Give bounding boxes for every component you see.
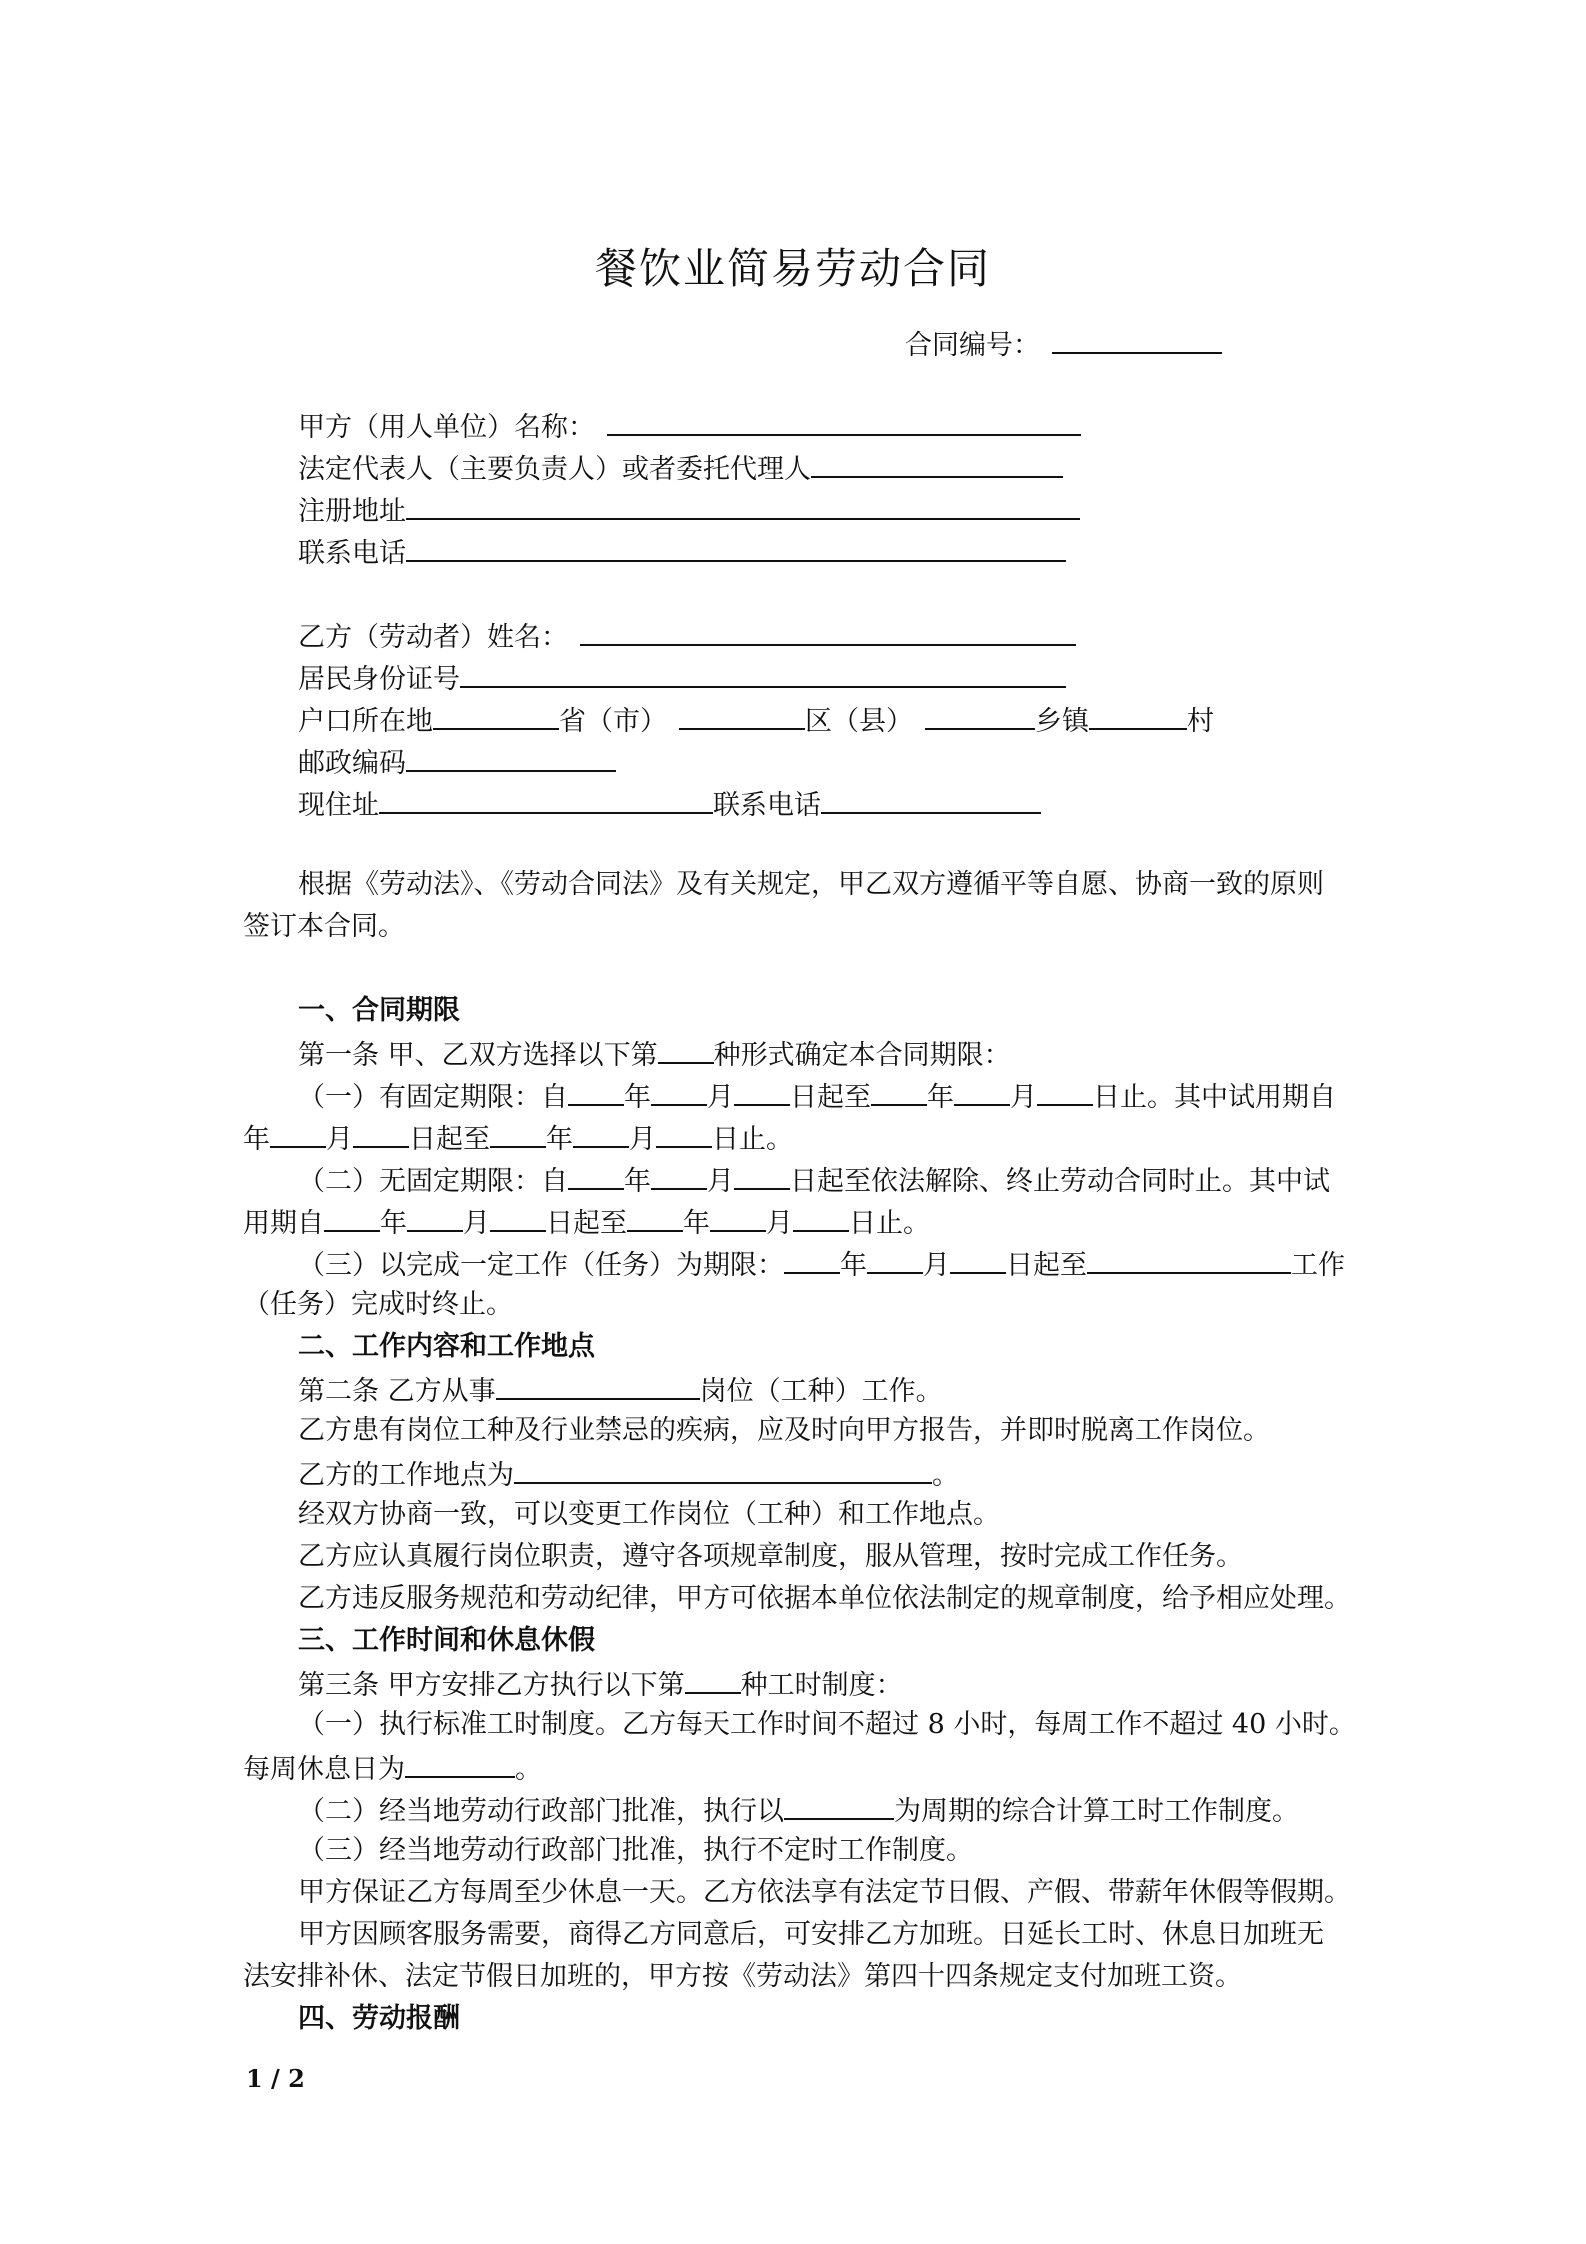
task-field[interactable] [1087, 1242, 1291, 1274]
year-label: 年 [546, 1124, 573, 1155]
hukou-town-label: 乡镇 [1035, 706, 1089, 737]
from-label: 日起至 [409, 1124, 490, 1155]
party-b-postcode-field[interactable] [406, 740, 616, 772]
party-a-rep-field[interactable] [811, 446, 1063, 478]
period-mark: 。 [515, 1754, 542, 1785]
party-b-id-label: 居民身份证号 [298, 664, 460, 695]
date-field[interactable] [871, 1074, 927, 1106]
date-field[interactable] [573, 1116, 629, 1148]
option-3-line-b: （任务）完成时终止。 [243, 1289, 513, 1320]
section-2-line-2: 乙方患有岗位工种及行业禁忌的疾病，应及时向甲方报告，并即时脱离工作岗位。 [298, 1415, 1270, 1446]
article-3-text: 第三条 甲方安排乙方执行以下第 [298, 1670, 685, 1701]
article-3-text-end: 种工时制度： [740, 1670, 903, 1701]
option-2-line-b [243, 1200, 930, 1245]
hours-option-2-text: （二）经当地劳动行政部门批准，执行以 [298, 1796, 784, 1827]
article-1-text-end: 种形式确定本合同期限： [713, 1040, 1011, 1071]
year-label: 年 [624, 1082, 651, 1113]
document-title: 餐饮业简易劳动合同 [594, 244, 991, 293]
party-b-postcode-line [298, 740, 616, 785]
month-label: 月 [326, 1124, 353, 1155]
intro-line-2: 签订本合同。 [243, 911, 405, 942]
date-field[interactable] [950, 1242, 1006, 1274]
article-2-text: 第二条 乙方从事 [298, 1376, 496, 1407]
page-number: 1 / 2 [246, 2064, 305, 2093]
party-a-name-label: 甲方（用人单位）名称： [298, 412, 595, 443]
date-field[interactable] [784, 1242, 840, 1274]
option-1-line-a [298, 1074, 1336, 1119]
date-field[interactable] [734, 1074, 790, 1106]
date-field[interactable] [490, 1200, 546, 1232]
party-b-address-line [298, 782, 1041, 827]
party-b-address-label: 现住址 [298, 790, 379, 821]
hukou-town-field[interactable] [925, 698, 1035, 730]
party-a-name-line [298, 404, 1081, 449]
work-location-field[interactable] [514, 1452, 932, 1484]
work-location-label: 乙方的工作地点为 [298, 1460, 514, 1491]
hours-option-2-text-end: 为周期的综合计算工时工作制度。 [894, 1796, 1299, 1827]
year-label: 年 [927, 1082, 954, 1113]
month-label: 月 [629, 1124, 656, 1155]
party-a-phone-line [298, 530, 1066, 575]
date-field[interactable] [867, 1242, 923, 1274]
section-2-line-5: 乙方应认真履行岗位职责，遵守各项规章制度，服从管理，按时完成工作任务。 [298, 1541, 1243, 1572]
term-type-field[interactable] [658, 1032, 714, 1064]
party-b-id-field[interactable] [460, 656, 1066, 688]
hours-option-1-line-a: （一）执行标准工时制度。乙方每天工作时间不超过 8 小时，每周工作不超过 40 小时。 [298, 1709, 1356, 1740]
section-4-heading: 四、劳动报酬 [298, 2003, 460, 2034]
from-label: 日起至 [546, 1208, 627, 1239]
article-2-line [298, 1368, 943, 1413]
option-3-text: （三）以完成一定工作（任务）为期限： [298, 1250, 784, 1281]
option-2-text-end: 日起至依法解除、终止劳动合同时止。其中试 [790, 1166, 1330, 1197]
option-2-text: （二）无固定期限：自 [298, 1166, 568, 1197]
date-field[interactable] [407, 1200, 463, 1232]
hours-option-1-line-b [243, 1746, 542, 1791]
hukou-village-field[interactable] [1089, 698, 1187, 730]
date-field[interactable] [651, 1074, 707, 1106]
date-field[interactable] [490, 1116, 546, 1148]
year-label: 年 [243, 1124, 270, 1155]
party-b-id-line [298, 656, 1066, 701]
option-3-line-a [298, 1242, 1345, 1287]
year-label: 年 [624, 1166, 651, 1197]
job-position-field[interactable] [496, 1368, 700, 1400]
party-a-address-line [298, 488, 1080, 533]
date-field[interactable] [568, 1074, 624, 1106]
option-1-text-end: 日止。其中试用期自 [1093, 1082, 1336, 1113]
option-1-line-b [243, 1116, 793, 1161]
date-field[interactable] [568, 1158, 624, 1190]
date-field[interactable] [954, 1074, 1010, 1106]
party-a-rep-label: 法定代表人（主要负责人）或者委托代理人 [298, 454, 811, 485]
month-label: 月 [1010, 1082, 1037, 1113]
hukou-village-label: 村 [1187, 706, 1214, 737]
weekly-rest-label: 每周休息日为 [243, 1754, 405, 1785]
party-a-rep-line [298, 446, 1063, 491]
party-a-phone-field[interactable] [406, 530, 1066, 562]
end-label: 日止。 [712, 1124, 793, 1155]
article-1-text: 第一条 甲、乙双方选择以下第 [298, 1040, 658, 1071]
hours-option-2-line [298, 1788, 1299, 1833]
section-2-line-6: 乙方违反服务规范和劳动纪律，甲方可依据本单位依法制定的规章制度，给予相应处理。 [298, 1583, 1351, 1614]
date-field[interactable] [270, 1116, 326, 1148]
party-a-address-field[interactable] [406, 488, 1080, 520]
rest-line: 甲方保证乙方每周至少休息一天。乙方依法享有法定节日假、产假、带薪年休假等假期。 [298, 1877, 1351, 1908]
party-b-phone-field[interactable] [821, 782, 1041, 814]
party-a-address-label: 注册地址 [298, 496, 406, 527]
date-field[interactable] [353, 1116, 409, 1148]
section-2-line-4: 经双方协商一致，可以变更工作岗位（工种）和工作地点。 [298, 1499, 1000, 1530]
date-field[interactable] [656, 1116, 712, 1148]
overtime-line-a: 甲方因顾客服务需要，商得乙方同意后，可安排乙方加班。日延长工时、休息日加班无 [298, 1919, 1324, 1950]
end-label: 日止。 [849, 1208, 930, 1239]
article-2-text-end: 岗位（工种）工作。 [699, 1376, 943, 1407]
month-label: 月 [707, 1082, 734, 1113]
from-label: 日起至 [790, 1082, 871, 1113]
date-field[interactable] [710, 1200, 766, 1232]
option-2-line-a [298, 1158, 1330, 1203]
hours-type-field[interactable] [685, 1662, 741, 1694]
party-b-name-label: 乙方（劳动者）姓名： [298, 622, 568, 653]
party-b-postcode-label: 邮政编码 [298, 748, 406, 779]
party-b-hukou-line [298, 698, 1214, 743]
article-3-line [298, 1662, 903, 1707]
hours-option-3-line: （三）经当地劳动行政部门批准，执行不定时工作制度。 [298, 1835, 973, 1866]
cycle-field[interactable] [784, 1788, 894, 1820]
hukou-district-field[interactable] [679, 698, 805, 730]
party-a-phone-label: 联系电话 [298, 538, 406, 569]
date-field[interactable] [627, 1200, 683, 1232]
date-field[interactable] [734, 1158, 790, 1190]
month-label: 月 [766, 1208, 793, 1239]
from-label: 日起至 [1006, 1250, 1087, 1281]
section-2-heading: 二、工作内容和工作地点 [298, 1331, 595, 1362]
work-location-line [298, 1452, 959, 1497]
overtime-line-b: 法安排补休、法定节假日加班的，甲方按《劳动法》第四十四条规定支付加班工资。 [243, 1961, 1242, 1992]
party-b-phone-label: 联系电话 [713, 790, 821, 821]
contract-number-line [905, 322, 1222, 367]
date-field[interactable] [324, 1200, 380, 1232]
option-1-text: （一）有固定期限：自 [298, 1082, 568, 1113]
month-label: 月 [707, 1166, 734, 1197]
date-field[interactable] [1037, 1074, 1093, 1106]
party-a-name-field[interactable] [607, 404, 1081, 436]
month-label: 月 [463, 1208, 490, 1239]
intro-line-1: 根据《劳动法》、《劳动合同法》及有关规定，甲乙双方遵循平等自愿、协商一致的原则 [298, 869, 1324, 900]
date-field[interactable] [793, 1200, 849, 1232]
hukou-label: 户口所在地 [298, 706, 433, 737]
year-label: 年 [380, 1208, 407, 1239]
contract-number-field[interactable] [1052, 322, 1222, 354]
month-label: 月 [923, 1250, 950, 1281]
section-1-heading: 一、合同期限 [298, 995, 460, 1026]
work-label: 工作 [1291, 1250, 1345, 1281]
period-mark: 。 [932, 1460, 959, 1491]
weekly-rest-field[interactable] [405, 1746, 515, 1778]
date-field[interactable] [651, 1158, 707, 1190]
hukou-district-label: 区（县） [805, 706, 913, 737]
year-label: 年 [683, 1208, 710, 1239]
article-1-line [298, 1032, 1011, 1077]
year-label: 年 [840, 1250, 867, 1281]
party-b-name-line [298, 614, 1076, 659]
party-b-name-field[interactable] [580, 614, 1076, 646]
party-b-address-field[interactable] [379, 782, 713, 814]
hukou-province-field[interactable] [433, 698, 559, 730]
option-2-text-b: 用期自 [243, 1208, 324, 1239]
section-3-heading: 三、工作时间和休息休假 [298, 1625, 595, 1656]
hukou-province-label: 省（市） [559, 706, 667, 737]
contract-number-label: 合同编号： [905, 330, 1040, 361]
